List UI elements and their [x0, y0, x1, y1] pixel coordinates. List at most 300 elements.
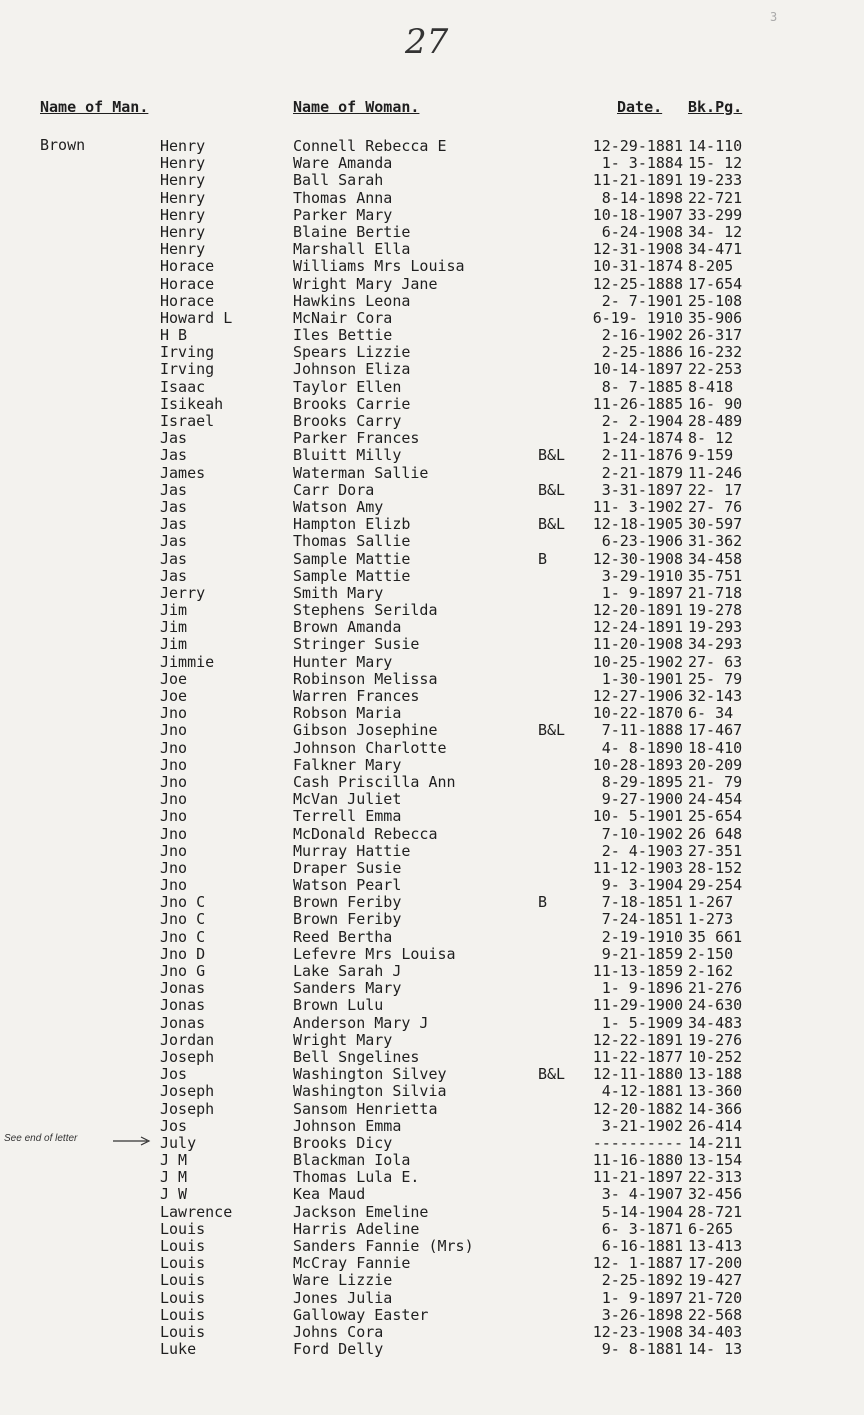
groom-first-name: Jno [160, 807, 188, 826]
bride-name: Brooks Carry [293, 412, 402, 430]
marriage-date: 2-21-1879 [601, 463, 683, 482]
record-row [0, 1340, 864, 1357]
groom-first-name: Irving [160, 360, 215, 379]
bride-name: Brooks Dicy [293, 1133, 393, 1152]
bride-name: Robson Maria [293, 704, 402, 723]
book-page: 13-154 [688, 1151, 743, 1170]
record-row [0, 962, 864, 979]
record-row [0, 1254, 864, 1271]
record-row [0, 825, 864, 842]
book-page: 33-299 [688, 205, 743, 224]
groom-first-name: Horace [160, 274, 215, 293]
record-row [0, 532, 864, 549]
bride-name: Hampton Elizb [293, 515, 411, 534]
record-row [0, 893, 864, 910]
groom-first-name: Joe [160, 687, 188, 705]
marriage-date: 2-16-1902 [601, 326, 683, 345]
marriage-date: 12-31-1908 [592, 240, 683, 259]
book-page: 34- 12 [688, 222, 743, 241]
record-row [0, 1014, 864, 1031]
groom-first-name: Joseph [160, 1047, 215, 1066]
record-row [0, 601, 864, 618]
groom-first-name: Jas [160, 446, 188, 465]
book-page: 8- 12 [688, 429, 734, 448]
marriage-date: 12- 1-1887 [592, 1254, 683, 1273]
bride-name: Brown Feriby [293, 893, 402, 912]
bride-name: Harris Adeline [293, 1219, 420, 1238]
groom-first-name: Jno G [160, 962, 206, 980]
book-page: 30-597 [688, 515, 743, 534]
marriage-date: 12-18-1905 [592, 515, 683, 534]
bride-name: Wright Mary [293, 1030, 393, 1049]
marriage-date: 11-29-1900 [592, 996, 683, 1015]
marriage-date: 6-19- 1910 [592, 308, 683, 327]
record-row [0, 1031, 864, 1048]
book-page: 19-276 [688, 1030, 743, 1049]
groom-first-name: Jno [160, 790, 188, 809]
marriage-date: 12-30-1908 [592, 549, 683, 568]
book-page: 20-209 [688, 755, 743, 774]
book-page: 25-108 [688, 291, 743, 310]
book-page: 26-414 [688, 1116, 743, 1135]
record-row [0, 996, 864, 1013]
groom-first-name: Jno C [160, 927, 206, 946]
groom-first-name: Lawrence [160, 1202, 233, 1221]
bride-name: Parker Frances [293, 429, 420, 448]
record-mark: B [538, 893, 548, 912]
groom-first-name: Horace [160, 291, 215, 310]
marriage-date: 8-14-1898 [601, 188, 683, 207]
bride-name: Brooks Carrie [293, 394, 411, 413]
marriage-date: 11-21-1897 [592, 1168, 683, 1187]
record-row [0, 653, 864, 670]
marriage-date: 12-29-1881 [592, 137, 683, 155]
marriage-date: 4-12-1881 [601, 1082, 683, 1101]
marriage-date: 1- 9-1896 [601, 979, 683, 998]
marriage-date: 3-26-1898 [601, 1305, 683, 1324]
bride-name: Sanders Fannie (Mrs) [293, 1237, 474, 1255]
marriage-records-list [0, 137, 864, 1357]
book-page: 25-654 [688, 807, 743, 826]
book-page: 17-200 [688, 1254, 743, 1273]
marriage-date: 1-24-1874 [601, 429, 683, 448]
groom-first-name: Jas [160, 549, 188, 568]
header-name-of-man: Name of Man. [40, 98, 149, 116]
record-row [0, 395, 864, 412]
record-row [0, 309, 864, 326]
groom-first-name: J M [160, 1151, 188, 1170]
record-row [0, 429, 864, 446]
bride-name: Sanders Mary [293, 979, 402, 998]
book-page: 35-906 [688, 308, 743, 327]
marriage-date: 7-24-1851 [601, 910, 683, 929]
record-row [0, 790, 864, 807]
book-page: 22-721 [688, 188, 743, 207]
marriage-date: 2- 2-1904 [601, 412, 683, 430]
marriage-date: 2-25-1886 [601, 343, 683, 362]
record-row [0, 412, 864, 429]
book-page: 28-721 [688, 1202, 743, 1221]
book-page: 17-654 [688, 274, 743, 293]
book-page: 34-471 [688, 240, 743, 259]
book-page: 19-233 [688, 171, 743, 190]
groom-first-name: Jno [160, 772, 188, 791]
marriage-date: 7-11-1888 [601, 721, 683, 740]
record-row [0, 842, 864, 859]
marriage-date: 11-22-1877 [592, 1047, 683, 1066]
groom-first-name: Jno [160, 755, 188, 774]
bride-name: Bell Sngelines [293, 1047, 420, 1066]
record-row [0, 1323, 864, 1340]
record-row [0, 343, 864, 360]
groom-first-name: Jim [160, 618, 188, 637]
record-row [0, 206, 864, 223]
marriage-date: 9- 8-1881 [601, 1340, 683, 1359]
book-page: 24-454 [688, 790, 743, 809]
book-page: 14- 13 [688, 1340, 743, 1359]
groom-first-name: Howard L [160, 308, 233, 327]
marriage-date: 6-23-1906 [601, 532, 683, 551]
record-row [0, 326, 864, 343]
bride-name: Lake Sarah J [293, 962, 402, 980]
bride-name: Stephens Serilda [293, 601, 438, 620]
record-row [0, 618, 864, 635]
groom-first-name: Joe [160, 669, 188, 688]
book-page: 34-458 [688, 549, 743, 568]
bride-name: Murray Hattie [293, 841, 411, 860]
header-name-of-woman: Name of Woman. [293, 98, 420, 116]
groom-first-name: Louis [160, 1322, 206, 1341]
bride-name: Blackman Iola [293, 1151, 411, 1170]
bride-name: Sample Mattie [293, 566, 411, 585]
marriage-date: 3-29-1910 [601, 566, 683, 585]
groom-first-name: J M [160, 1168, 188, 1187]
record-row [0, 498, 864, 515]
marriage-date: 6-16-1881 [601, 1237, 683, 1255]
marriage-date: 7-18-1851 [601, 893, 683, 912]
marriage-date: 3-21-1902 [601, 1116, 683, 1135]
book-page: 13-360 [688, 1082, 743, 1101]
groom-first-name: Louis [160, 1305, 206, 1324]
bride-name: Johnson Eliza [293, 360, 411, 379]
book-page: 14-366 [688, 1099, 743, 1118]
marriage-date: 3- 4-1907 [601, 1185, 683, 1204]
record-row [0, 154, 864, 171]
groom-first-name: Jimmie [160, 652, 215, 671]
groom-first-name: Jno [160, 876, 188, 895]
bride-name: Anderson Mary J [293, 1013, 429, 1032]
bride-name: Washington Silvey [293, 1065, 447, 1084]
groom-first-name: J W [160, 1185, 188, 1204]
marriage-date: 1- 3-1884 [601, 154, 683, 173]
page-number: 27 [405, 22, 449, 62]
book-page: 26-317 [688, 326, 743, 345]
book-page: 1-273 [688, 910, 734, 929]
bride-name: Ball Sarah [293, 171, 384, 190]
marriage-date: 11-12-1903 [592, 858, 683, 877]
record-row [0, 171, 864, 188]
bride-name: Hawkins Leona [293, 291, 411, 310]
record-row [0, 739, 864, 756]
groom-first-name: Joseph [160, 1099, 215, 1118]
record-row [0, 1185, 864, 1202]
marriage-date: 9-21-1859 [601, 944, 683, 963]
book-page: 34-403 [688, 1322, 743, 1341]
record-row [0, 1082, 864, 1099]
marriage-date: 9-27-1900 [601, 790, 683, 809]
book-page: 2-162 [688, 962, 734, 980]
record-row [0, 1168, 864, 1185]
bride-name: Ware Amanda [293, 154, 393, 173]
groom-first-name: Jno [160, 704, 188, 723]
book-page: 6-265 [688, 1219, 734, 1238]
record-row [0, 567, 864, 584]
record-row [0, 584, 864, 601]
book-page: 15- 12 [688, 154, 743, 173]
groom-first-name: Henry [160, 137, 206, 155]
marriage-date: 2-19-1910 [601, 927, 683, 946]
header-book-page: Bk.Pg. [688, 98, 743, 116]
marriage-date: 12-24-1891 [592, 618, 683, 637]
book-page: 16-232 [688, 343, 743, 362]
groom-first-name: Jno [160, 738, 188, 757]
marriage-date: 12-27-1906 [592, 687, 683, 705]
record-row [0, 446, 864, 463]
record-row [0, 378, 864, 395]
bride-name: Lefevre Mrs Louisa [293, 944, 456, 963]
groom-first-name: Jim [160, 601, 188, 620]
bride-name: Terrell Emma [293, 807, 402, 826]
groom-first-name: July [160, 1133, 197, 1152]
record-row [0, 704, 864, 721]
book-page: 6- 34 [688, 704, 734, 723]
marriage-date: 6- 3-1871 [601, 1219, 683, 1238]
book-page: 18-410 [688, 738, 743, 757]
record-row [0, 670, 864, 687]
book-page: 28-152 [688, 858, 743, 877]
record-row [0, 1203, 864, 1220]
bride-name: Sansom Henrietta [293, 1099, 438, 1118]
groom-first-name: Henry [160, 154, 206, 173]
record-row [0, 1117, 864, 1134]
marriage-date: 6-24-1908 [601, 222, 683, 241]
bride-name: Smith Mary [293, 583, 384, 602]
marriage-date: 10-22-1870 [592, 704, 683, 723]
groom-first-name: Jno [160, 858, 188, 877]
bride-name: Robinson Melissa [293, 669, 438, 688]
marriage-date: 12-11-1880 [592, 1065, 683, 1084]
book-page: 1-267 [688, 893, 734, 912]
marriage-date: 11-13-1859 [592, 962, 683, 980]
book-page: 17-467 [688, 721, 743, 740]
book-page: 21- 79 [688, 772, 743, 791]
marriage-date: 12-23-1908 [592, 1322, 683, 1341]
groom-first-name: Luke [160, 1340, 197, 1359]
groom-first-name: Louis [160, 1219, 206, 1238]
bride-name: Parker Mary [293, 205, 393, 224]
bride-name: Thomas Lula E. [293, 1168, 420, 1187]
marriage-date: 3-31-1897 [601, 480, 683, 499]
bride-name: Carr Dora [293, 480, 375, 499]
marriage-date: 11-16-1880 [592, 1151, 683, 1170]
book-page: 13-188 [688, 1065, 743, 1084]
groom-first-name: Jas [160, 480, 188, 499]
marriage-date: 2- 7-1901 [601, 291, 683, 310]
bride-name: Ford Delly [293, 1340, 384, 1359]
book-page: 35-751 [688, 566, 743, 585]
marriage-date: ---------- [592, 1133, 683, 1152]
book-page: 21-276 [688, 979, 743, 998]
record-row [0, 292, 864, 309]
groom-first-name: Jno [160, 721, 188, 740]
book-page: 11-246 [688, 463, 743, 482]
book-page: 27-351 [688, 841, 743, 860]
bride-name: Kea Maud [293, 1185, 366, 1204]
marriage-date: 10-25-1902 [592, 652, 683, 671]
marriage-date: 8- 7-1885 [601, 377, 683, 396]
marriage-date: 12-20-1891 [592, 601, 683, 620]
marriage-date: 12-22-1891 [592, 1030, 683, 1049]
record-row [0, 876, 864, 893]
bride-name: Ware Lizzie [293, 1271, 393, 1290]
bride-name: Sample Mattie [293, 549, 411, 568]
record-row [0, 1306, 864, 1323]
record-row [0, 275, 864, 292]
marriage-date: 10-28-1893 [592, 755, 683, 774]
marriage-date: 1- 9-1897 [601, 1288, 683, 1307]
record-row [0, 515, 864, 532]
record-row [0, 1100, 864, 1117]
marriage-date: 1- 5-1909 [601, 1013, 683, 1032]
bride-name: Cash Priscilla Ann [293, 772, 456, 791]
record-row [0, 223, 864, 240]
book-page: 8-205 [688, 257, 734, 276]
book-page: 27- 76 [688, 497, 743, 516]
book-page: 28-489 [688, 412, 743, 430]
groom-first-name: Henry [160, 205, 206, 224]
marriage-date: 10-31-1874 [592, 257, 683, 276]
marriage-date: 10-18-1907 [592, 205, 683, 224]
bride-name: Waterman Sallie [293, 463, 429, 482]
groom-first-name: Jno D [160, 944, 206, 963]
groom-first-name: Jas [160, 566, 188, 585]
record-mark: B&L [538, 721, 566, 740]
bride-name: Taylor Ellen [293, 377, 402, 396]
groom-first-name: Henry [160, 188, 206, 207]
book-page: 31-362 [688, 532, 743, 551]
bride-name: Johns Cora [293, 1322, 384, 1341]
margin-note: See end of letter [4, 1133, 78, 1144]
groom-first-name: Henry [160, 240, 206, 259]
groom-first-name: Isaac [160, 377, 206, 396]
bride-name: Gibson Josephine [293, 721, 438, 740]
groom-first-name: Jno C [160, 893, 206, 912]
book-page: 22-313 [688, 1168, 743, 1187]
groom-first-name: Louis [160, 1271, 206, 1290]
marriage-date: 2-11-1876 [601, 446, 683, 465]
marriage-date: 10- 5-1901 [592, 807, 683, 826]
bride-name: McVan Juliet [293, 790, 402, 809]
bride-name: Blaine Bertie [293, 222, 411, 241]
book-page: 22-253 [688, 360, 743, 379]
bride-name: Galloway Easter [293, 1305, 429, 1324]
record-row [0, 360, 864, 377]
book-page: 19-278 [688, 601, 743, 620]
bride-name: Williams Mrs Louisa [293, 257, 465, 276]
record-row [0, 635, 864, 652]
groom-first-name: Jonas [160, 979, 206, 998]
marriage-date: 9- 3-1904 [601, 876, 683, 895]
bride-name: Thomas Anna [293, 188, 393, 207]
record-row [0, 910, 864, 927]
bride-name: Watson Pearl [293, 876, 402, 895]
book-page: 13-413 [688, 1237, 743, 1255]
book-page: 26 648 [688, 824, 743, 843]
book-page: 34-483 [688, 1013, 743, 1032]
surname: Brown [40, 136, 86, 154]
record-row [0, 756, 864, 773]
bride-name: Warren Frances [293, 687, 420, 705]
record-row [0, 1220, 864, 1237]
record-row [0, 137, 864, 154]
record-row [0, 1271, 864, 1288]
marriage-date: 1- 9-1897 [601, 583, 683, 602]
bride-name: Draper Susie [293, 858, 402, 877]
marriage-date: 2-25-1892 [601, 1271, 683, 1290]
record-row [0, 464, 864, 481]
corner-mark: 3 [770, 10, 778, 24]
groom-first-name: Jno C [160, 910, 206, 929]
book-page: 32-456 [688, 1185, 743, 1204]
bride-name: Watson Amy [293, 497, 384, 516]
book-page: 2-150 [688, 944, 734, 963]
bride-name: Jackson Emeline [293, 1202, 429, 1221]
groom-first-name: Jordan [160, 1030, 215, 1049]
marriage-date: 10-14-1897 [592, 360, 683, 379]
bride-name: Jones Julia [293, 1288, 393, 1307]
book-page: 16- 90 [688, 394, 743, 413]
book-page: 8-418 [688, 377, 734, 396]
book-page: 21-720 [688, 1288, 743, 1307]
record-row [0, 1048, 864, 1065]
margin-arrow-icon [113, 1136, 153, 1146]
groom-first-name: Jno [160, 841, 188, 860]
groom-first-name: Horace [160, 257, 215, 276]
marriage-date: 5-14-1904 [601, 1202, 683, 1221]
groom-first-name: Jerry [160, 583, 206, 602]
record-row [0, 1289, 864, 1306]
bride-name: Johnson Charlotte [293, 738, 447, 757]
marriage-date: 8-29-1895 [601, 772, 683, 791]
marriage-date: 4- 8-1890 [601, 738, 683, 757]
groom-first-name: Joseph [160, 1082, 215, 1101]
book-page: 14-110 [688, 137, 743, 155]
book-page: 19-293 [688, 618, 743, 637]
record-row [0, 979, 864, 996]
record-mark: B&L [538, 1065, 566, 1084]
bride-name: McDonald Rebecca [293, 824, 438, 843]
groom-first-name: Jonas [160, 1013, 206, 1032]
marriage-date: 1-30-1901 [601, 669, 683, 688]
marriage-date: 2- 4-1903 [601, 841, 683, 860]
groom-first-name: Jas [160, 532, 188, 551]
book-page: 32-143 [688, 687, 743, 705]
groom-first-name: Jim [160, 635, 188, 654]
record-row [0, 240, 864, 257]
book-page: 25- 79 [688, 669, 743, 688]
marriage-date: 11-21-1891 [592, 171, 683, 190]
bride-name: Brown Lulu [293, 996, 384, 1015]
